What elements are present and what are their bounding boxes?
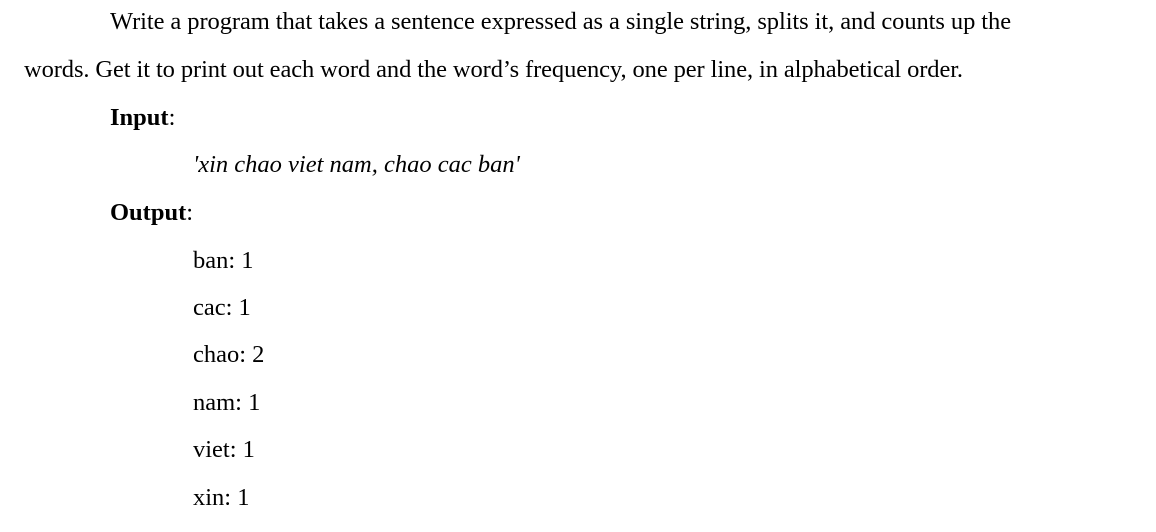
problem-description-line-1: Write a program that takes a sentence expressed as a single string, splits it, and counts up the xyxy=(110,8,1011,35)
output-line-viet: viet: 1 xyxy=(193,436,255,463)
output-label: Output xyxy=(110,199,187,226)
output-line-cac: cac: 1 xyxy=(193,294,251,321)
input-example: 'xin chao viet nam, chao cac ban' xyxy=(193,151,520,178)
output-line-xin: xin: 1 xyxy=(193,484,250,511)
output-line-chao: chao: 2 xyxy=(193,341,265,368)
input-label-colon: : xyxy=(168,104,176,131)
output-line-nam: nam: 1 xyxy=(193,389,261,416)
input-heading xyxy=(110,106,175,131)
problem-description-line-2: words. Get it to print out each word and the word’s frequency, one per line, in alphabetical order. xyxy=(24,56,963,83)
output-heading xyxy=(110,201,193,226)
output-line-ban: ban: 1 xyxy=(193,247,254,274)
output-label-colon: : xyxy=(186,199,194,226)
input-label: Input xyxy=(110,104,169,131)
